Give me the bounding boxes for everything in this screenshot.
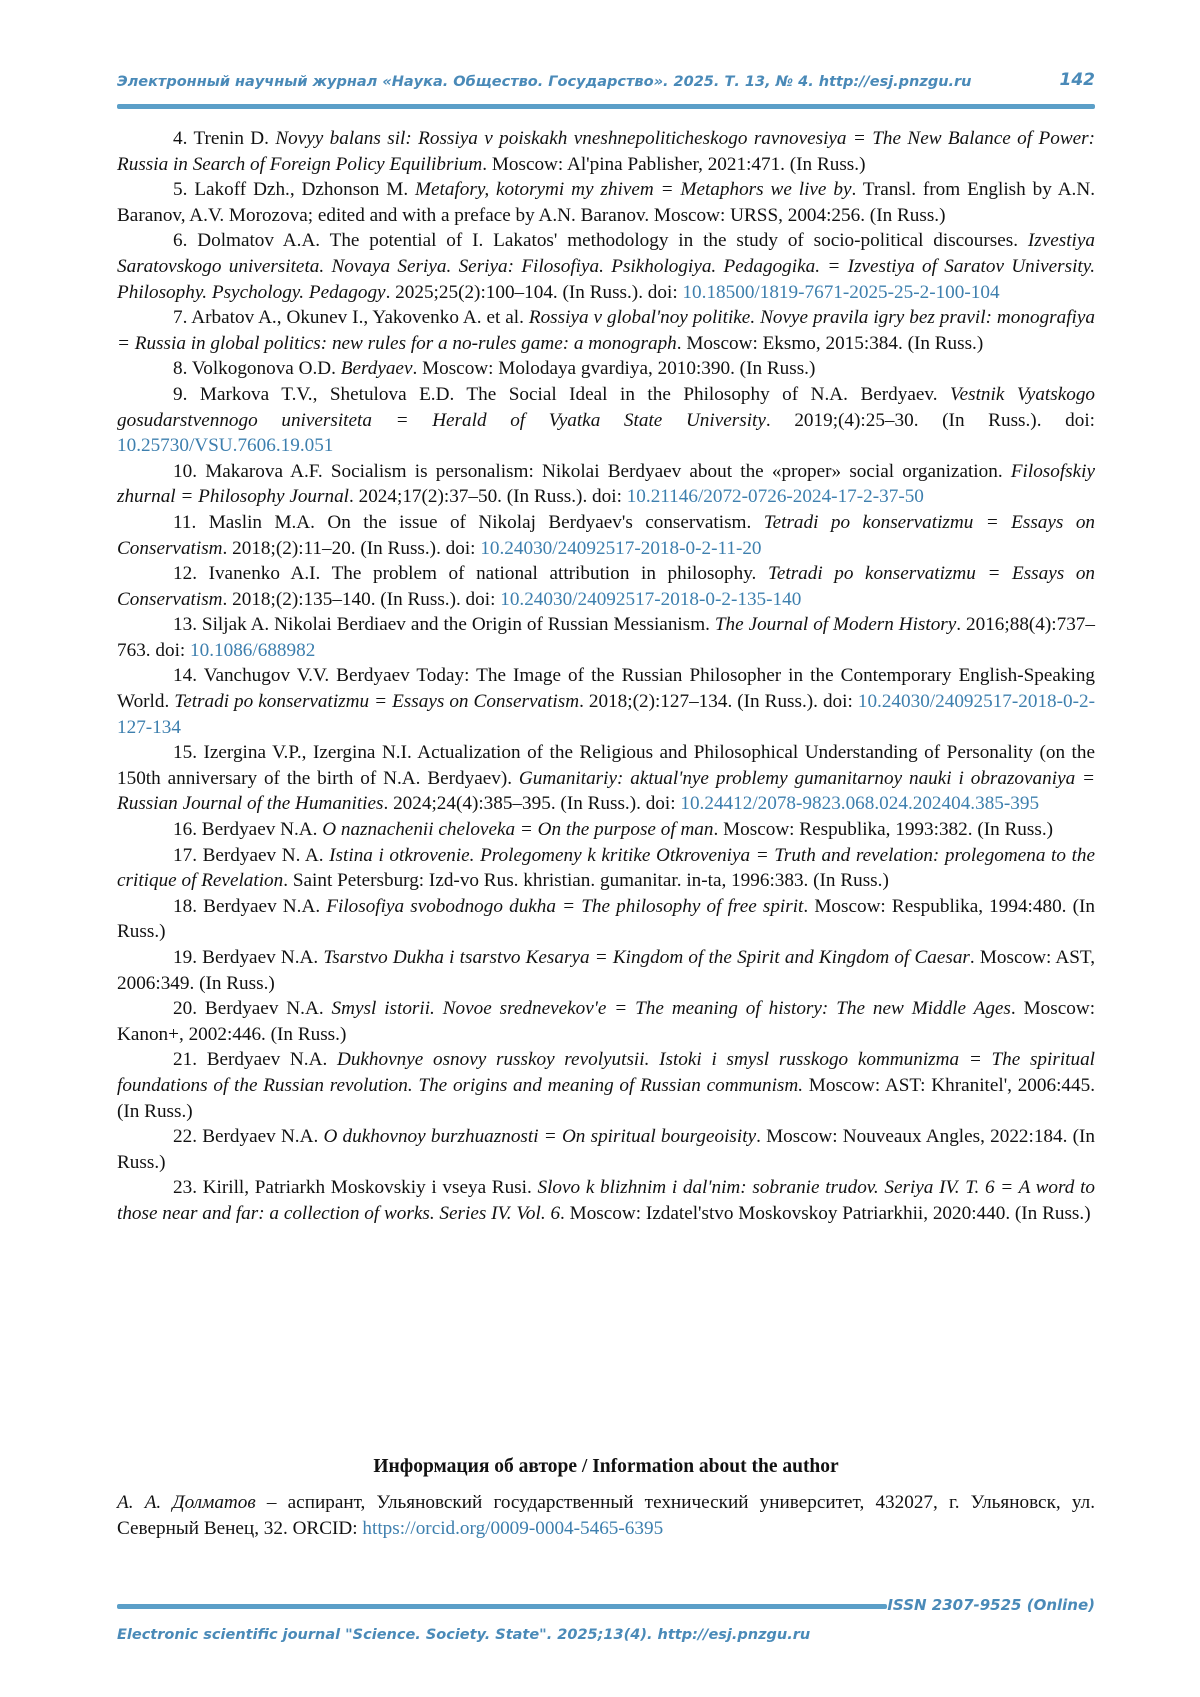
reference-text: Maslin M.A. On the issue of Nikolaj Berdyaev's conservatism. [208, 511, 764, 533]
reference-source-title: Gumanitariy: aktual'nye problemy gumanitarnoy nauki i obrazovaniya = Russian Journal of the Humanities [117, 767, 1096, 815]
doi-link[interactable]: 10.24412/2078-9823.068.024.202404.385-395 [680, 793, 1040, 815]
reference-item [117, 894, 1095, 945]
reference-item [117, 561, 1095, 612]
header-journal-title: Электронный научный журнал «Наука. Общество. Государство». 2025. Т. 13, № 4. http://esj.pnzgu.ru [117, 74, 972, 90]
reference-text: Berdyaev N.A. [202, 1126, 324, 1148]
reference-text: . 2018;(2):11–20. (In Russ.). doi: [222, 537, 481, 559]
author-name: А. А. Долматов [117, 1492, 256, 1513]
reference-item [117, 459, 1095, 510]
reference-text: Moscow: AST: Khranitel', 2006:445. (In Russ.) [117, 1074, 1095, 1122]
reference-text: Markova T.V., Shetulova E.D. The Social Ideal in the Philosophy of N.A. Berdyaev. [199, 383, 951, 405]
reference-item [117, 740, 1095, 817]
reference-source-title: Tetradi po konservatizmu = Essays on Conservatism [117, 511, 1096, 559]
reference-item [117, 996, 1095, 1047]
reference-item [117, 817, 1095, 843]
reference-text: . Moscow: AST, 2006:349. (In Russ.) [117, 947, 1096, 994]
doi-link[interactable]: 10.24030/24092517-2018-0-2-127-134 [117, 691, 1095, 738]
reference-item [117, 510, 1095, 561]
reference-item [117, 1047, 1095, 1124]
reference-text: Dolmatov A.A. The potential of I. Lakatos' methodology in the study of socio-political discourses. [197, 230, 1028, 252]
reference-number: 7. [173, 307, 188, 329]
reference-text: Trenin D. [193, 128, 276, 149]
author-affiliation: – аспирант, Ульяновский государственный технический университет, 432027, г. Ульяновск, ул. Северный Венец, 32. ORCID: [117, 1492, 1095, 1539]
reference-number: 23. [173, 1177, 197, 1199]
reference-number: 11. [173, 511, 197, 533]
reference-source-title: Filosofskiy zhurnal = Philosophy Journal [117, 460, 1096, 508]
reference-source-title: O dukhovnoy burzhuaznosti = On spiritual bourgeoisity [323, 1126, 757, 1148]
reference-number: 18. [173, 895, 197, 917]
reference-text: . 2018;(2):135–140. (In Russ.). doi: [222, 588, 501, 610]
reference-number: 6. [173, 230, 188, 252]
reference-text: Izergina V.P., Izergina N.I. Actualization of the Religious and Philosophical Understanding of Personality (on the 150th anniversary of the birth of N.A. Berdyaev). [117, 742, 1095, 789]
reference-number: 13. [173, 614, 197, 636]
reference-item [117, 663, 1095, 740]
reference-text: . Moscow: Izdatel'stvo Moskovskoy Patriarkhii, 2020:440. (In Russ.) [560, 1202, 1091, 1224]
reference-item [117, 356, 1095, 382]
reference-number: 14. [173, 665, 197, 687]
reference-source-title: Dukhovnye osnovy russkoy revolyutsii. Istoki i smysl russkogo kommunizma = The spiritual foundations of the Russian revolution. The origins and meaning of Russian communism. [117, 1049, 1096, 1096]
reference-source-title: Tsarstvo Dukha i tsarstvo Kesarya = Kingdom of the Spirit and Kingdom of Caesar [323, 947, 970, 968]
reference-text: Kirill, Patriarkh Moskovskiy i vseya Rusi. [202, 1177, 538, 1199]
reference-text: . Transl. from English by A.N. Baranov, A.V. Morozova; edited and with a preface by A.N. Baranov. Moscow: URSS, 2004:256. (In Russ.) [117, 179, 1095, 226]
reference-item [117, 305, 1095, 356]
reference-text: . Moscow: Al'pina Pablisher, 2021:471. (In Russ.) [482, 153, 866, 175]
reference-source-title: Metafory, kotorymi my zhivem = Metaphors we live by [415, 179, 852, 201]
reference-source-title: Slovo k blizhnim i dal'nim: sobranie trudov. Seriya IV. T. 6 = A word to those near and far: a collection of works. Series IV. Vol. 6 [117, 1177, 1096, 1224]
reference-source-title: O naznachenii cheloveka = On the purpose of man [322, 819, 714, 841]
reference-item [117, 1124, 1095, 1175]
reference-source-title: Filosofiya svobodnogo dukha = The philosophy of free spirit [326, 895, 804, 917]
doi-link[interactable]: 10.24030/24092517-2018-0-2-135-140 [500, 588, 802, 610]
reference-text: Berdyaev N.A. [204, 998, 332, 1020]
reference-text: Siljak A. Nikolai Berdiaev and the Origin of Russian Messianism. [201, 614, 715, 636]
reference-text: Berdyaev N. A. [202, 844, 330, 866]
doi-link[interactable]: 10.1086/688982 [190, 639, 316, 661]
reference-number: 9. [173, 383, 188, 405]
reference-text: . 2016;88(4):737–763. doi: [117, 614, 1095, 661]
reference-text: . 2024;17(2):37–50. (In Russ.). doi: [349, 486, 627, 508]
reference-item [117, 945, 1095, 996]
reference-source-title: Tetradi po konservatizmu = Essays on Conservatism [174, 691, 580, 713]
page-header [117, 70, 1095, 98]
reference-text: . 2025;25(2):100–104. (In Russ.). doi: [385, 281, 683, 303]
reference-text: Berdyaev N.A. [203, 895, 327, 917]
author-info-heading: Информация об авторе / Information about the author [373, 1456, 839, 1477]
reference-text: Ivanenko A.I. The problem of national attribution in philosophy. [208, 563, 768, 585]
reference-text: Vanchugov V.V. Berdyaev Today: The Image of the Russian Philosopher in the Contemporary English-Speaking World. [117, 665, 1096, 713]
reference-text: . Moscow: Kanon+, 2002:446. (In Russ.) [117, 998, 1096, 1045]
doi-link[interactable]: 10.21146/2072-0726-2024-17-2-37-50 [626, 486, 924, 508]
reference-text: . Moscow: Molodaya gvardiya, 2010:390. (In Russ.) [412, 358, 816, 380]
reference-source-title: Istina i otkrovenie. Prolegomeny k kritike Otkroveniya = Truth and revelation: prolegomena to the critique of Revelation [117, 844, 1096, 892]
reference-source-title: Berdyaev [340, 358, 413, 380]
reference-source-title: Tetradi po konservatizmu = Essays on Conservatism [117, 563, 1096, 610]
reference-item [117, 843, 1095, 894]
reference-text: Berdyaev N.A. [206, 1049, 337, 1071]
footer-rule [117, 1604, 887, 1609]
reference-text: . Moscow: Nouveaux Angles, 2022:184. (In Russ.) [117, 1126, 1096, 1173]
reference-item [117, 1175, 1095, 1226]
reference-text: Arbatov A., Okunev I., Yakovenko A. et al. [191, 307, 529, 329]
reference-source-title: Izvestiya Saratovskogo universiteta. Novaya Seriya. Seriya: Filosofiya. Psikhologiya. Pedagogika. = Izvestiya of Saratov University. Philosophy. Psychology. Pedagogy [117, 230, 1095, 303]
orcid-link[interactable]: https://orcid.org/0009-0004-5465-6395 [362, 1518, 664, 1539]
reference-number: 10. [173, 460, 197, 482]
reference-text: Volkogonova O.D. [191, 358, 341, 380]
reference-text: . 2018;(2):127–134. (In Russ.). doi: [579, 691, 858, 713]
reference-text: Makarova A.F. Socialism is personalism: Nikolai Berdyaev about the «proper» social organization. [205, 460, 1011, 482]
reference-source-title: Smysl istorii. Novoe srednevekov'e = The meaning of history: The new Middle Ages [331, 998, 1011, 1020]
doi-link[interactable]: 10.18500/1819-7671-2025-25-2-100-104 [682, 281, 1000, 303]
reference-item [117, 612, 1095, 663]
reference-number: 17. [173, 844, 197, 866]
footer-issn: ISSN 2307-9525 (Online) [887, 1596, 1095, 1614]
reference-source-title: Novyy balans sil: Rossiya v poiskakh vneshnepoliticheskogo ravnovesiya = The New Balance of Power: Russia in Search of Foreign Policy Equilibrium [117, 128, 1095, 175]
reference-text: . Saint Petersburg: Izd-vo Rus. khristian. gumanitar. in-ta, 1996:383. (In Russ.) [283, 870, 889, 892]
reference-item [117, 382, 1095, 459]
reference-number: 21. [173, 1049, 197, 1071]
reference-number: 22. [173, 1126, 197, 1148]
header-rule [117, 104, 1095, 109]
reference-source-title: Vestnik Vyatskogo gosudarstvennogo universiteta = Herald of Vyatka State University [117, 383, 1096, 431]
reference-source-title: The Journal of Modern History [714, 614, 957, 636]
reference-text: Berdyaev N.A. [202, 947, 324, 968]
reference-number: 16. [173, 819, 197, 841]
doi-link[interactable]: 10.25730/VSU.7606.19.051 [117, 435, 334, 457]
reference-text: Berdyaev N.A. [201, 819, 323, 841]
reference-text: . Moscow: Eksmo, 2015:384. (In Russ.) [676, 332, 984, 354]
reference-item [117, 126, 1095, 177]
reference-text: . Moscow: Respublika, 1993:382. (In Russ.) [713, 819, 1054, 841]
reference-number: 5. [173, 179, 188, 201]
reference-text: . 2019;(4):25–30. (In Russ.). doi: [765, 409, 1095, 431]
reference-number: 19. [173, 947, 197, 968]
author-info-text [117, 1490, 1095, 1542]
page-number: 142 [1059, 70, 1095, 90]
reference-source-title: Rossiya v global'noy politike. Novye pravila igry bez pravil: monografiya = Russia in global politics: new rules for a no-rules game: a monograph [117, 307, 1095, 354]
footer-journal-title: Electronic scientific journal "Science. Society. State". 2025;13(4). http://esj.pnzgu.ru [117, 1627, 811, 1643]
doi-link[interactable]: 10.24030/24092517-2018-0-2-11-20 [480, 537, 762, 559]
reference-number: 20. [173, 998, 197, 1020]
reference-item [117, 177, 1095, 228]
reference-text: Lakoff Dzh., Dzhonson M. [194, 179, 416, 201]
reference-number: 4. [173, 128, 188, 149]
reference-number: 8. [173, 358, 188, 380]
reference-number: 12. [173, 563, 197, 585]
reference-number: 15. [173, 742, 197, 764]
reference-text: . 2024;24(4):385–395. (In Russ.). doi: [383, 793, 681, 815]
reference-item [117, 228, 1095, 305]
reference-text: . Moscow: Respublika, 1994:480. (In Russ.) [117, 895, 1095, 943]
reference-list [117, 126, 1095, 1227]
